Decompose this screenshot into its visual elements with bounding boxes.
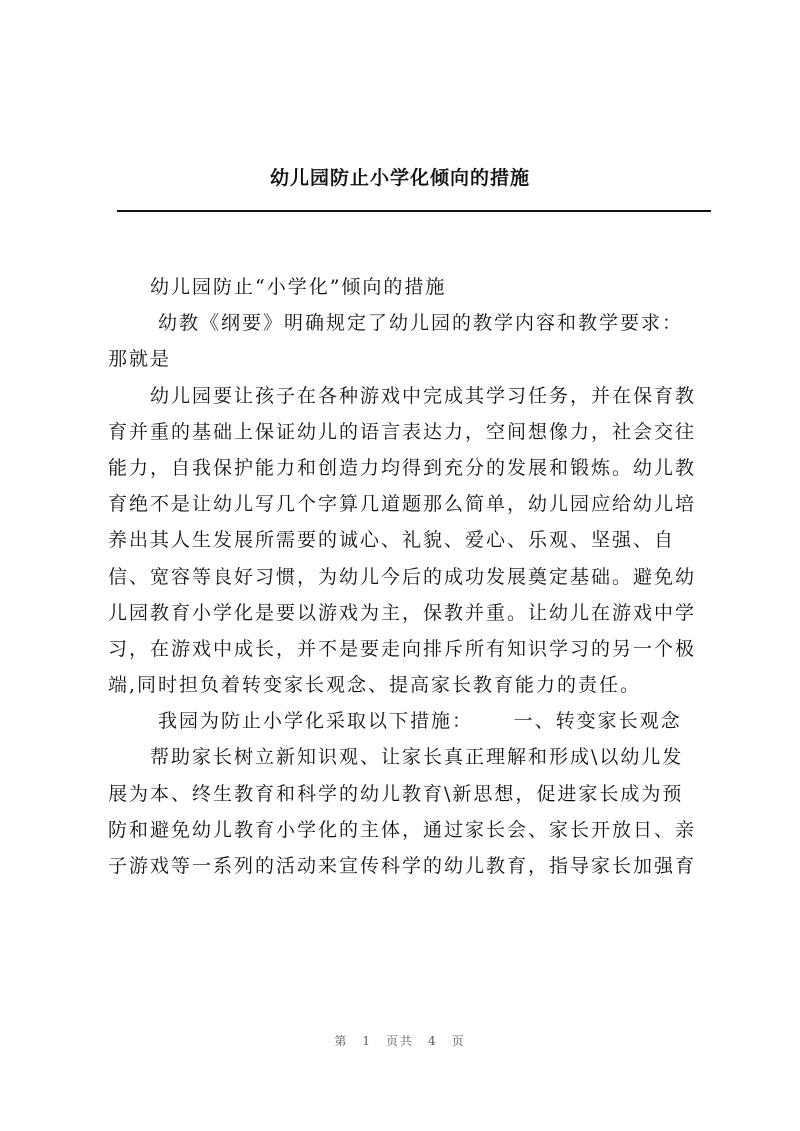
text-line: 我园为防止小学化采取以下措施： 一、转变家长观念 <box>108 710 682 733</box>
text-line: 育并重的基础上保证幼儿的语言表达力，空间想像力，社会交往 <box>108 420 697 443</box>
document-body <box>108 269 708 884</box>
text-line: 儿园教育小学化是要以游戏为主，保教并重。让幼儿在游戏中学 <box>108 601 697 624</box>
title-underline <box>117 210 711 212</box>
text-line: 那就是 <box>108 348 172 371</box>
text-line: 防和避免幼儿教育小学化的主体，通过家长会、家长开放日、亲 <box>108 818 697 841</box>
text-line: 展为本、终生教育和科学的幼儿教育\新思想，促进家长成为预 <box>108 782 684 805</box>
text-line: 子游戏等一系列的活动来宣传科学的幼儿教育，指导家长加强育 <box>108 855 697 877</box>
page-title: 幼儿园防止小学化倾向的措施 <box>269 167 530 189</box>
page-number-footer: 第 1 页共 4 页 <box>334 1034 466 1048</box>
text-line: 信、宽容等良好习惯，为幼儿今后的成功发展奠定基础。避免幼 <box>108 565 697 588</box>
text-line: 养出其人生发展所需要的诚心、礼貌、爱心、乐观、坚强、自 <box>108 529 676 552</box>
text-line: 习，在游戏中成长，并不是要走向排斥所有知识学习的另一个极 <box>108 637 697 660</box>
text-line: 育绝不是让幼儿写几个字算几道题那么简单，幼儿园应给幼儿培 <box>108 493 697 516</box>
text-line: 幼儿园要让孩子在各种游戏中完成其学习任务，并在保育教 <box>108 384 697 407</box>
text-line: 幼教《纲要》明确规定了幼儿园的教学内容和教学要求： <box>108 312 684 335</box>
text-line: 端,同时担负着转变家长观念、提高家长教育能力的责任。 <box>108 674 642 697</box>
text-line: 幼儿园防止“小学化”倾向的措施 <box>108 276 447 298</box>
text-line: 能力，自我保护能力和创造力均得到充分的发展和锻炼。幼儿教 <box>108 456 697 479</box>
text-line: 帮助家长树立新知识观、让家长真正理解和形成\以幼儿发 <box>108 746 684 769</box>
